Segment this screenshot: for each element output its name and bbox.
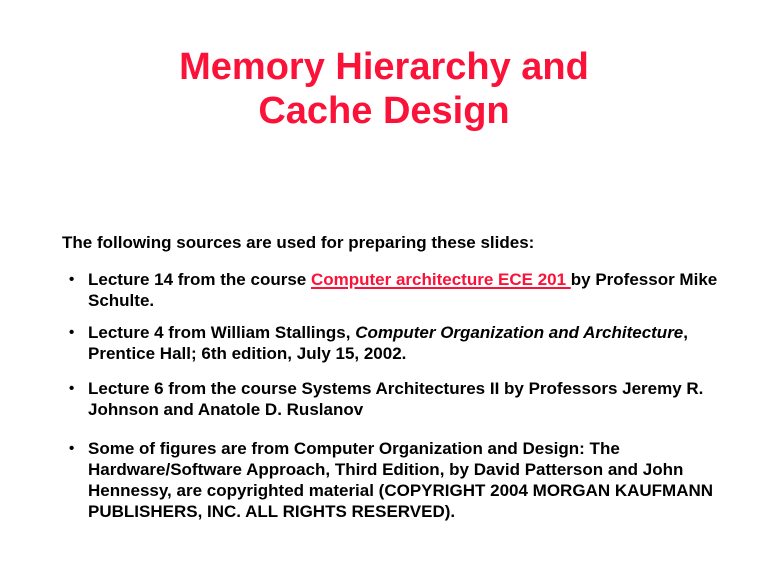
text-segment: Some of figures are from Computer Organization and Design: The <box>88 439 620 458</box>
list-item <box>69 438 717 522</box>
text-line <box>88 343 717 364</box>
bullet-icon: • <box>69 271 75 288</box>
text-line <box>88 322 717 343</box>
ece-201-link[interactable]: Computer architecture ECE 201 <box>310 270 571 289</box>
text-line <box>88 269 717 290</box>
bullet-icon: • <box>69 440 75 457</box>
source-list <box>69 269 717 522</box>
text-segment: Prentice Hall; 6th edition, July 15, 2002. <box>88 344 407 363</box>
text-segment: PUBLISHERS, INC. ALL RIGHTS RESERVED). <box>88 502 456 521</box>
text-line <box>88 399 717 420</box>
title-line-1: Memory Hierarchy and <box>179 46 589 88</box>
list-item <box>69 378 717 420</box>
text-segment: Hardware/Software Approach, Third Edition, by David Patterson and John <box>88 460 684 479</box>
text-line <box>88 501 717 522</box>
text-segment: Lecture 6 from the course Systems Architectures II by Professors Jeremy R. <box>88 379 704 398</box>
bullet-icon: • <box>69 380 75 397</box>
italic-book-title: Computer Organization and Architecture <box>355 323 684 342</box>
text-segment: , <box>683 323 688 342</box>
text-segment: Lecture 14 from the course <box>88 270 311 289</box>
text-line <box>88 480 717 501</box>
title-line-2: Cache Design <box>258 90 510 132</box>
slide-title <box>0 45 768 133</box>
text-line <box>88 459 717 480</box>
text-line <box>88 290 717 311</box>
text-segment: Hennessy, are copyrighted material (COPYRIGHT 2004 MORGAN KAUFMANN <box>88 481 714 500</box>
text-line <box>88 438 717 459</box>
text-segment: Johnson and Anatole D. Ruslanov <box>88 400 364 419</box>
text-segment: by Professor Mike <box>570 270 718 289</box>
list-item <box>69 322 717 364</box>
intro-text: The following sources are used for preparing these slides: <box>62 233 535 252</box>
text-segment: Lecture 4 from William Stallings, <box>88 323 356 342</box>
text-segment: Schulte. <box>88 291 155 310</box>
bullet-icon: • <box>69 324 75 341</box>
list-item <box>69 269 717 311</box>
text-line <box>88 378 717 399</box>
